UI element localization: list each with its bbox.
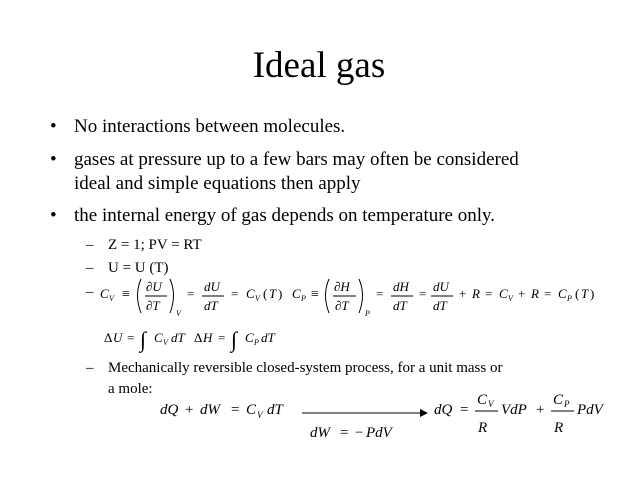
integral-equations [104,322,324,356]
svg-text:): ) [590,286,595,301]
svg-text:P: P [254,338,259,347]
svg-text:T: T [581,286,589,301]
svg-text:∂U: ∂U [146,279,162,294]
sub-bullet-marker: – [86,360,94,376]
sub-bullet-text-line-2: a mole: [108,381,153,397]
svg-text:dT: dT [261,330,275,345]
bullet-text: the internal energy of gas depends on temperature only. [74,205,496,226]
svg-text:dT: dT [204,298,218,313]
svg-text:R: R [531,286,539,301]
svg-text:=: = [419,286,427,301]
svg-text:dW: dW [200,402,220,418]
svg-text:dT: dT [267,402,283,418]
slide-title: Ideal gas [252,45,386,86]
svg-text:V: V [163,338,168,347]
bullet-marker: • [50,149,57,170]
sub-bullet-text: U = U (T) [108,260,169,276]
svg-text:=: = [340,425,349,441]
svg-text:C: C [477,392,488,408]
svg-text:+: + [185,402,194,418]
svg-text:=: = [218,330,226,345]
bullet-marker: • [50,205,57,226]
svg-text:dT: dT [433,298,447,313]
svg-text:P: P [564,399,570,409]
svg-text:C: C [292,286,301,301]
bullet-text-line-2: ideal and simple equations then apply [74,173,361,194]
svg-text:−: − [355,425,364,441]
svg-text:∫: ∫ [140,327,147,352]
heat-capacity-equations [100,276,600,322]
svg-text:R: R [472,286,480,301]
svg-text:VdP: VdP [501,402,527,418]
svg-text:C: C [553,392,564,408]
svg-text:V: V [109,294,114,303]
svg-text:C: C [499,286,508,301]
svg-text:(: ( [575,286,580,301]
sub-bullet-text: Z = 1; PV = RT [108,237,202,253]
svg-text:R: R [554,420,564,436]
svg-text:Δ: Δ [104,330,113,345]
svg-text:dT: dT [393,298,407,313]
svg-text:dT: dT [171,330,185,345]
svg-text:V: V [488,399,494,409]
svg-text:(: ( [263,286,268,301]
svg-text:C: C [246,402,257,418]
svg-text:=: = [231,286,239,301]
svg-text:=: = [127,330,135,345]
svg-text:V: V [255,294,260,303]
svg-text:dU: dU [433,279,449,294]
svg-text:=: = [544,286,552,301]
svg-text:∫: ∫ [231,327,238,352]
svg-text:PdV: PdV [577,402,603,418]
svg-text:≡: ≡ [311,287,319,302]
svg-text:C: C [245,330,254,345]
bullet-text: No interactions between molecules. [74,116,346,137]
sub-bullet-marker: – [86,284,94,300]
svg-text:): ) [278,286,283,301]
svg-text:P: P [301,294,306,303]
svg-text:H: H [203,330,213,345]
svg-text:dQ: dQ [160,402,179,418]
svg-text:C: C [100,286,109,301]
svg-text:=: = [187,286,195,301]
svg-text:P: P [567,294,572,303]
svg-text:C: C [558,286,567,301]
svg-text:∂T: ∂T [146,298,160,313]
sub-bullet-marker: – [86,260,94,276]
svg-text:Δ: Δ [194,330,203,345]
svg-text:=: = [231,402,240,418]
svg-text:P: P [365,309,370,318]
sub-bullet-text-line-1: Mechanically reversible closed-system process, for a unit mass or [108,360,503,376]
svg-text:V: V [176,309,181,318]
svg-text:+: + [518,286,526,301]
bullet-marker: • [50,116,57,137]
svg-text:C: C [154,330,163,345]
svg-text:T: T [269,286,277,301]
first-law-derivation [160,392,610,452]
bullet-text-line-1: gases at pressure up to a few bars may often be considered [74,149,519,170]
svg-text:dU: dU [204,279,220,294]
svg-text:dH: dH [393,279,409,294]
svg-text:=: = [376,286,384,301]
svg-text:+: + [536,402,545,418]
sub-bullet-marker: – [86,237,94,253]
svg-text:≡: ≡ [122,287,130,302]
svg-text:dW: dW [310,425,330,441]
svg-text:PdV: PdV [366,425,392,441]
svg-text:∂T: ∂T [335,298,349,313]
svg-text:+: + [459,286,467,301]
svg-text:R: R [478,420,488,436]
svg-text:V: V [257,410,263,420]
svg-text:dQ: dQ [434,402,453,418]
svg-text:U: U [113,330,123,345]
svg-text:=: = [460,402,469,418]
svg-text:C: C [246,286,255,301]
svg-text:∂H: ∂H [334,279,350,294]
svg-text:V: V [508,294,513,303]
svg-text:=: = [485,286,493,301]
